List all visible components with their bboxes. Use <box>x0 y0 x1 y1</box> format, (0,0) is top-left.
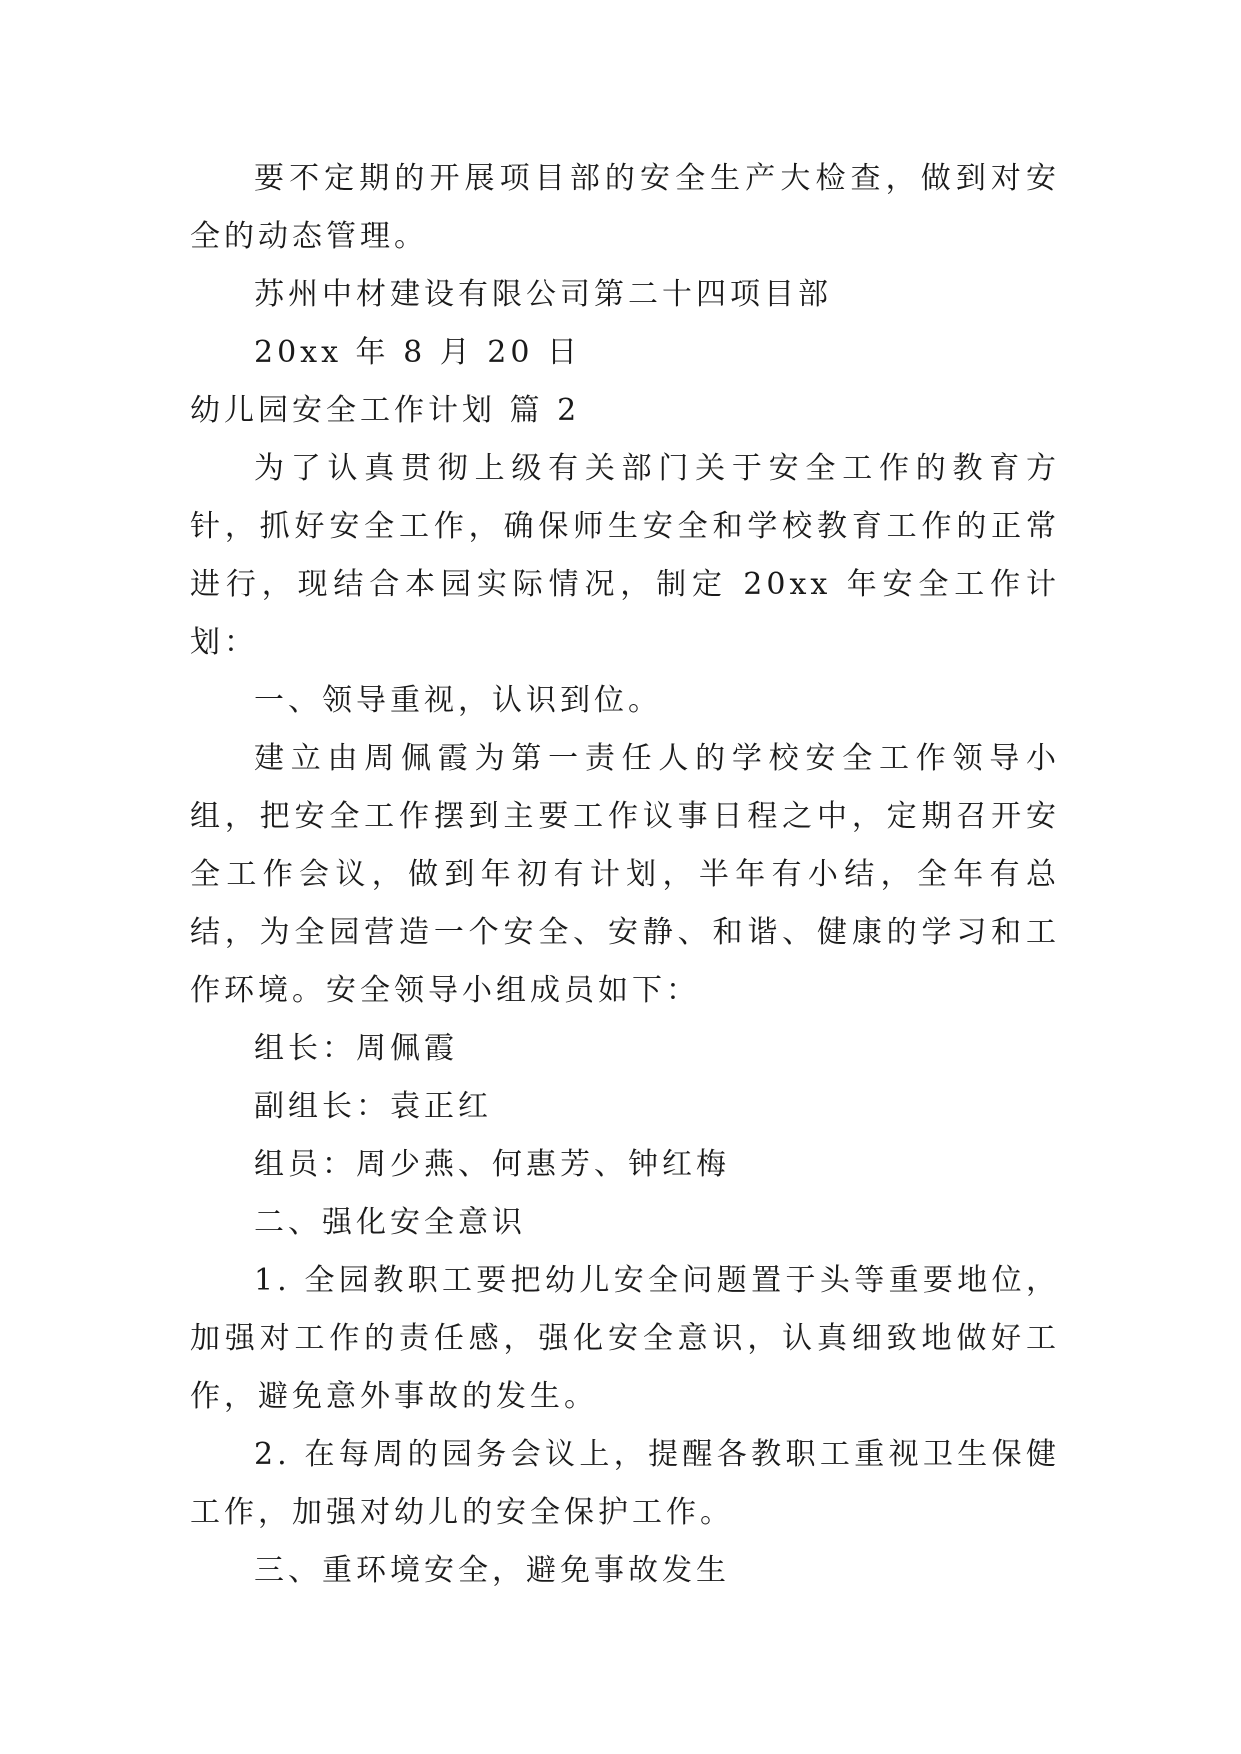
paragraph-date: 20xx 年 8 月 20 日 <box>254 335 581 370</box>
section-title: 幼儿园安全工作计划 篇 2 <box>190 393 581 428</box>
deputy-leader-item: 副组长：袁正红 <box>254 1089 492 1124</box>
paragraph-intro: 为了认真贯彻上级有关部门关于安全工作的教育方针，抓好安全工作，确保师生安全和学校教育工作的正常进行，现结合本园实际情况，制定 20xx 年安全工作计划： <box>190 451 1060 660</box>
members-item: 组员：周少燕、何惠芳、钟红梅 <box>254 1147 730 1182</box>
document-body <box>190 150 1060 1600</box>
paragraph-awareness-1: 1. 全园教职工要把幼儿安全问题置于头等重要地位，加强对工作的责任感，强化安全意识，认真细致地做好工作，避免意外事故的发生。 <box>190 1263 1060 1414</box>
heading-leadership: 一、领导重视，认识到位。 <box>254 683 662 718</box>
leader-item: 组长：周佩霞 <box>254 1031 458 1066</box>
heading-awareness: 二、强化安全意识 <box>254 1205 526 1240</box>
paragraph-awareness-2: 2. 在每周的园务会议上，提醒各教职工重视卫生保健工作，加强对幼儿的安全保护工作。 <box>190 1437 1060 1530</box>
heading-environment: 三、重环境安全，避免事故发生 <box>254 1553 730 1588</box>
paragraph-inspection: 要不定期的开展项目部的安全生产大检查，做到对安全的动态管理。 <box>190 161 1060 254</box>
paragraph-leadership: 建立由周佩霞为第一责任人的学校安全工作领导小组，把安全工作摆到主要工作议事日程之中，定期召开安全工作会议，做到年初有计划，半年有小结，全年有总结，为全园营造一个安全、安静、和谐、健康的学习和工作环境。安全领导小组成员如下： <box>190 741 1060 1008</box>
paragraph-company: 苏州中材建设有限公司第二十四项目部 <box>254 277 832 312</box>
